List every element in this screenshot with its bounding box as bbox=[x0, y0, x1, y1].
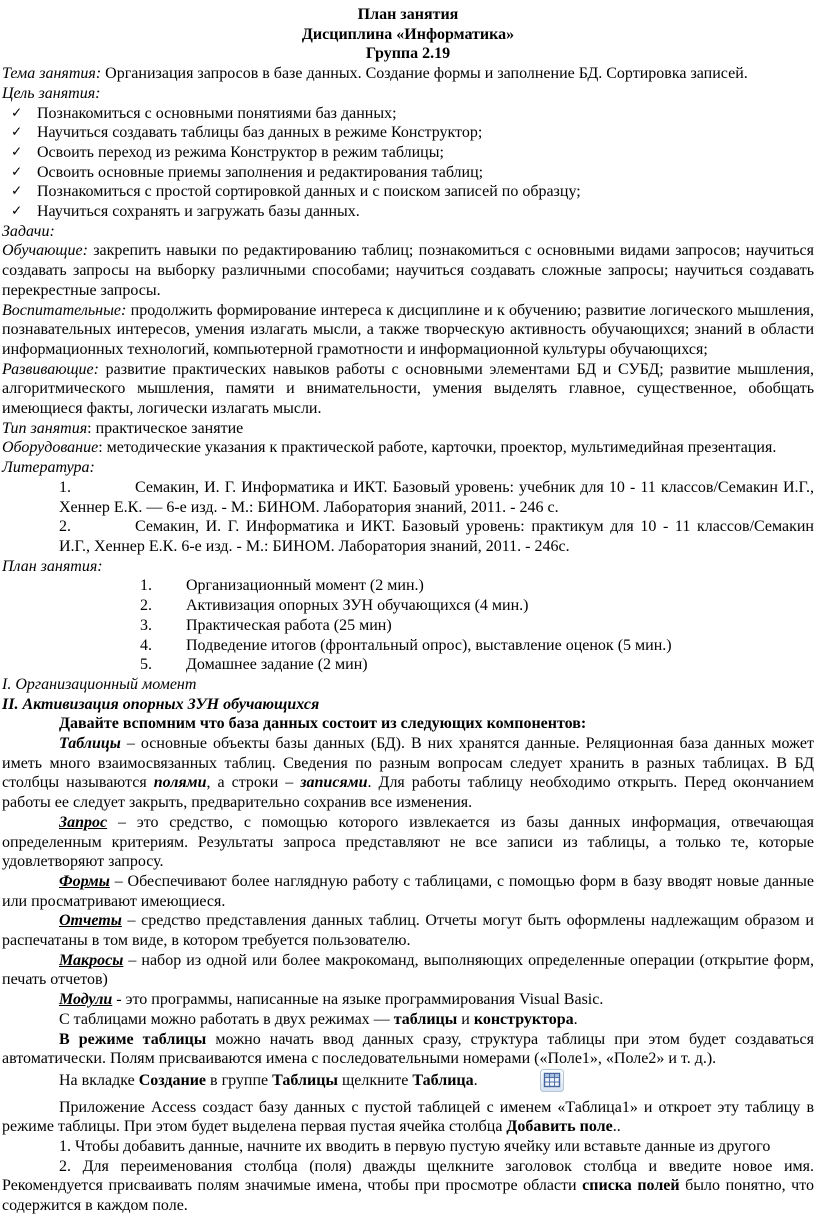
topic-label: Тема занятия: bbox=[2, 65, 102, 83]
goal-item: ✓ Научиться сохранять и загружать базы данных. bbox=[11, 203, 360, 221]
tasks-upbringing: Воспитательные: продолжить формирование интереса к дисциплине и к обучению; развитие логического мышления, познавательных интересов, умения излагать мысли, а также творческую активность обучающихся; знаний в области информационных технологий, компьютерной грамотности и информационной культуры обучающихся; bbox=[2, 301, 814, 358]
step-2: 2. Для переименования столбца (поля) дважды щелкните заголовок столбца и введите новое имя. Рекомендуется присваивать полям значимые имена, чтобы при просмотре области списка полей было понятно, что содержится в каждом поле. bbox=[2, 1157, 814, 1215]
goal-item: ✓ Научиться создавать таблицы баз данных в режиме Конструктор; bbox=[11, 124, 483, 142]
step-1: 1. Чтобы добавить данные, начните их вводить в первую пустую ячейку или вставьте данные из другого bbox=[59, 1138, 771, 1156]
list-number: 4. bbox=[140, 636, 152, 654]
check-icon: ✓ bbox=[11, 163, 23, 180]
create-tab-line: На вкладке Создание в группе Таблицы щелкните Таблица. bbox=[2, 1069, 814, 1098]
literature-item: 2. Семакин, И. Г. Информатика и ИКТ. Базовый уровень: практикум для 10 - 11 классов/Семакин И.Г., Хеннер Е.К. 6-е изд. - М.: БИНОМ. Лаборатория знаний, 2011. - 246с. bbox=[59, 518, 814, 555]
goal-item: ✓ Познакомиться с основными понятиями баз данных; bbox=[11, 104, 397, 122]
tasks-developing-label: Развивающие: bbox=[2, 360, 99, 378]
list-number: 2. bbox=[140, 597, 152, 615]
recall-line: Давайте вспомним что база данных состоит из следующих компонентов: bbox=[59, 715, 587, 733]
term-query: Запрос bbox=[59, 813, 108, 831]
term-forms: Формы bbox=[59, 872, 110, 890]
check-icon: ✓ bbox=[11, 104, 23, 121]
term-records: записями bbox=[300, 774, 368, 792]
list-number: 1. bbox=[140, 577, 152, 595]
term-fields: полями bbox=[153, 774, 207, 792]
tasks-teaching: Обучающие: закрепить навыки по редактированию таблиц; познакомиться с основными видами запросов; научиться создавать запросы на выборку различными способами; научиться создавать сложные запросы; научиться создавать перекрестные запросы. bbox=[2, 242, 814, 299]
list-number: 2. bbox=[59, 518, 71, 536]
list-number: 5. bbox=[140, 656, 152, 674]
literature-heading: Литература: bbox=[2, 459, 95, 477]
plan-heading: План занятия: bbox=[2, 557, 103, 575]
term-reports: Отчеты bbox=[59, 912, 122, 930]
group-title: Группа 2.19 bbox=[365, 45, 451, 63]
tasks-heading: Задачи: bbox=[2, 222, 55, 240]
check-icon: ✓ bbox=[11, 143, 23, 160]
plan-item: 4. Подведение итогов (фронтальный опрос), выставление оценок (5 мин.) bbox=[140, 636, 672, 654]
table-icon bbox=[483, 1069, 564, 1098]
topic-line bbox=[2, 64, 814, 84]
list-number: 1. bbox=[59, 478, 71, 496]
access-paragraph: Приложение Access создаст базу данных с пустой таблицей с именем «Таблица1» и откроет эту таблицу в режиме таблицы. При этом будет выделена первая пустая ячейка столбца Добавить поле.. bbox=[2, 1098, 814, 1136]
goal-item: ✓ Познакомиться с простой сортировкой данных и с поиском записей по образцу; bbox=[11, 183, 581, 201]
component-forms: Формы – Обеспечивают более наглядную работу с таблицами, с помощью форм в базу вводят новые данные или просматривают имеющиеся. bbox=[2, 872, 814, 910]
component-reports: Отчеты – средство представления данных таблиц. Отчеты могут быть оформлены надлежащим образом и распечатаны в том виде, в котором требуется пользователю. bbox=[2, 912, 814, 950]
term-tables: Таблицы bbox=[59, 735, 121, 753]
check-icon: ✓ bbox=[11, 183, 23, 200]
goal-heading: Цель занятия: bbox=[2, 84, 101, 102]
goal-item: ✓ Освоить переход из режима Конструктор в режим таблицы; bbox=[11, 143, 444, 161]
modes-line: С таблицами можно работать в двух режимах — таблицы и конструктора. bbox=[59, 1010, 578, 1028]
term-macros: Макросы bbox=[59, 951, 124, 969]
literature-item: 1. Семакин, И. Г. Информатика и ИКТ. Базовый уровень: учебник для 10 - 11 классов/Семакин И.Г., Хеннер Е.К. — 6-е изд. - М.: БИНОМ. Лаборатория знаний, 2011. - 246 с. bbox=[59, 478, 814, 516]
tasks-upbringing-label: Воспитательные: bbox=[2, 301, 127, 319]
topic-text: Организация запросов в базе данных. Создание формы и заполнение БД. Сортировка записей. bbox=[101, 65, 748, 83]
equipment-line: Оборудование: методические указания к практической работе, карточки, проектор, мультимедийная презентация. bbox=[2, 439, 777, 457]
table-mode-paragraph: В режиме таблицы можно начать ввод данных сразу, структура таблицы при этом будет создаваться автоматически. Полям присваиваются имена с последовательными номерами («Поле1», «Поле2» и т. д.). bbox=[2, 1030, 814, 1068]
check-icon: ✓ bbox=[11, 124, 23, 141]
check-icon: ✓ bbox=[11, 203, 23, 220]
component-tables: Таблицы – основные объекты базы данных (БД). В них хранятся данные. Реляционная база данных может иметь много взаимосвязанных таблиц. Сведения по разным вопросам следует хранить в разных таблицах. В БД столбцы называются полями, а строки – записями. Для работы таблицу необходимо открыть. Перед окончанием работы ее следует закрыть, предварительно сохранив все изменения. bbox=[2, 735, 815, 812]
tasks-developing: Развивающие: развитие практических навыков работы с основными элементами БД и СУБД; развитие мышления, алгоритмического мышления, памяти и внимательности, умения выделять главное, существенное, обобщать имеющиеся факты, логически излагать мысли. bbox=[2, 360, 814, 418]
component-macros: Макросы – набор из одной или более макрокоманд, выполняющих определенные операции (открытие форм, печать отчетов) bbox=[2, 951, 814, 989]
goal-item: ✓ Освоить основные приемы заполнения и редактирования таблиц; bbox=[11, 163, 484, 181]
plan-item: 1. Организационный момент (2 мин.) bbox=[140, 577, 424, 595]
list-number: 3. bbox=[140, 616, 152, 634]
component-modules: Модули - это программы, написанные на языке программирования Visual Basic. bbox=[59, 991, 604, 1009]
discipline-title: Дисциплина «Информатика» bbox=[301, 25, 515, 43]
section-heading-2: II. Активизация опорных ЗУН обучающихся bbox=[2, 695, 320, 713]
term-modules: Модули bbox=[59, 991, 113, 1009]
plan-item: 3. Практическая работа (25 мин) bbox=[140, 616, 392, 634]
term-field-list: списка полей bbox=[582, 1177, 680, 1195]
section-heading-1: I. Организационный момент bbox=[2, 675, 197, 693]
type-line: Тип занятия: практическое занятие bbox=[2, 419, 244, 437]
component-query: Запрос – это средство, с помощью которого извлекается из базы данных информация, отвечающая определенным критериям. Результаты запроса представляют не все записи из таблицы, а только те, которые удовлетворяют запросу. bbox=[2, 813, 814, 871]
plan-item: 5. Домашнее задание (2 мин) bbox=[140, 656, 368, 674]
tasks-teaching-label: Обучающие: bbox=[2, 242, 88, 260]
plan-item: 2. Активизация опорных ЗУН обучающихся (4 мин.) bbox=[140, 597, 529, 615]
term-add-field: Добавить поле bbox=[506, 1118, 613, 1136]
lesson-title: План занятия bbox=[357, 6, 459, 23]
